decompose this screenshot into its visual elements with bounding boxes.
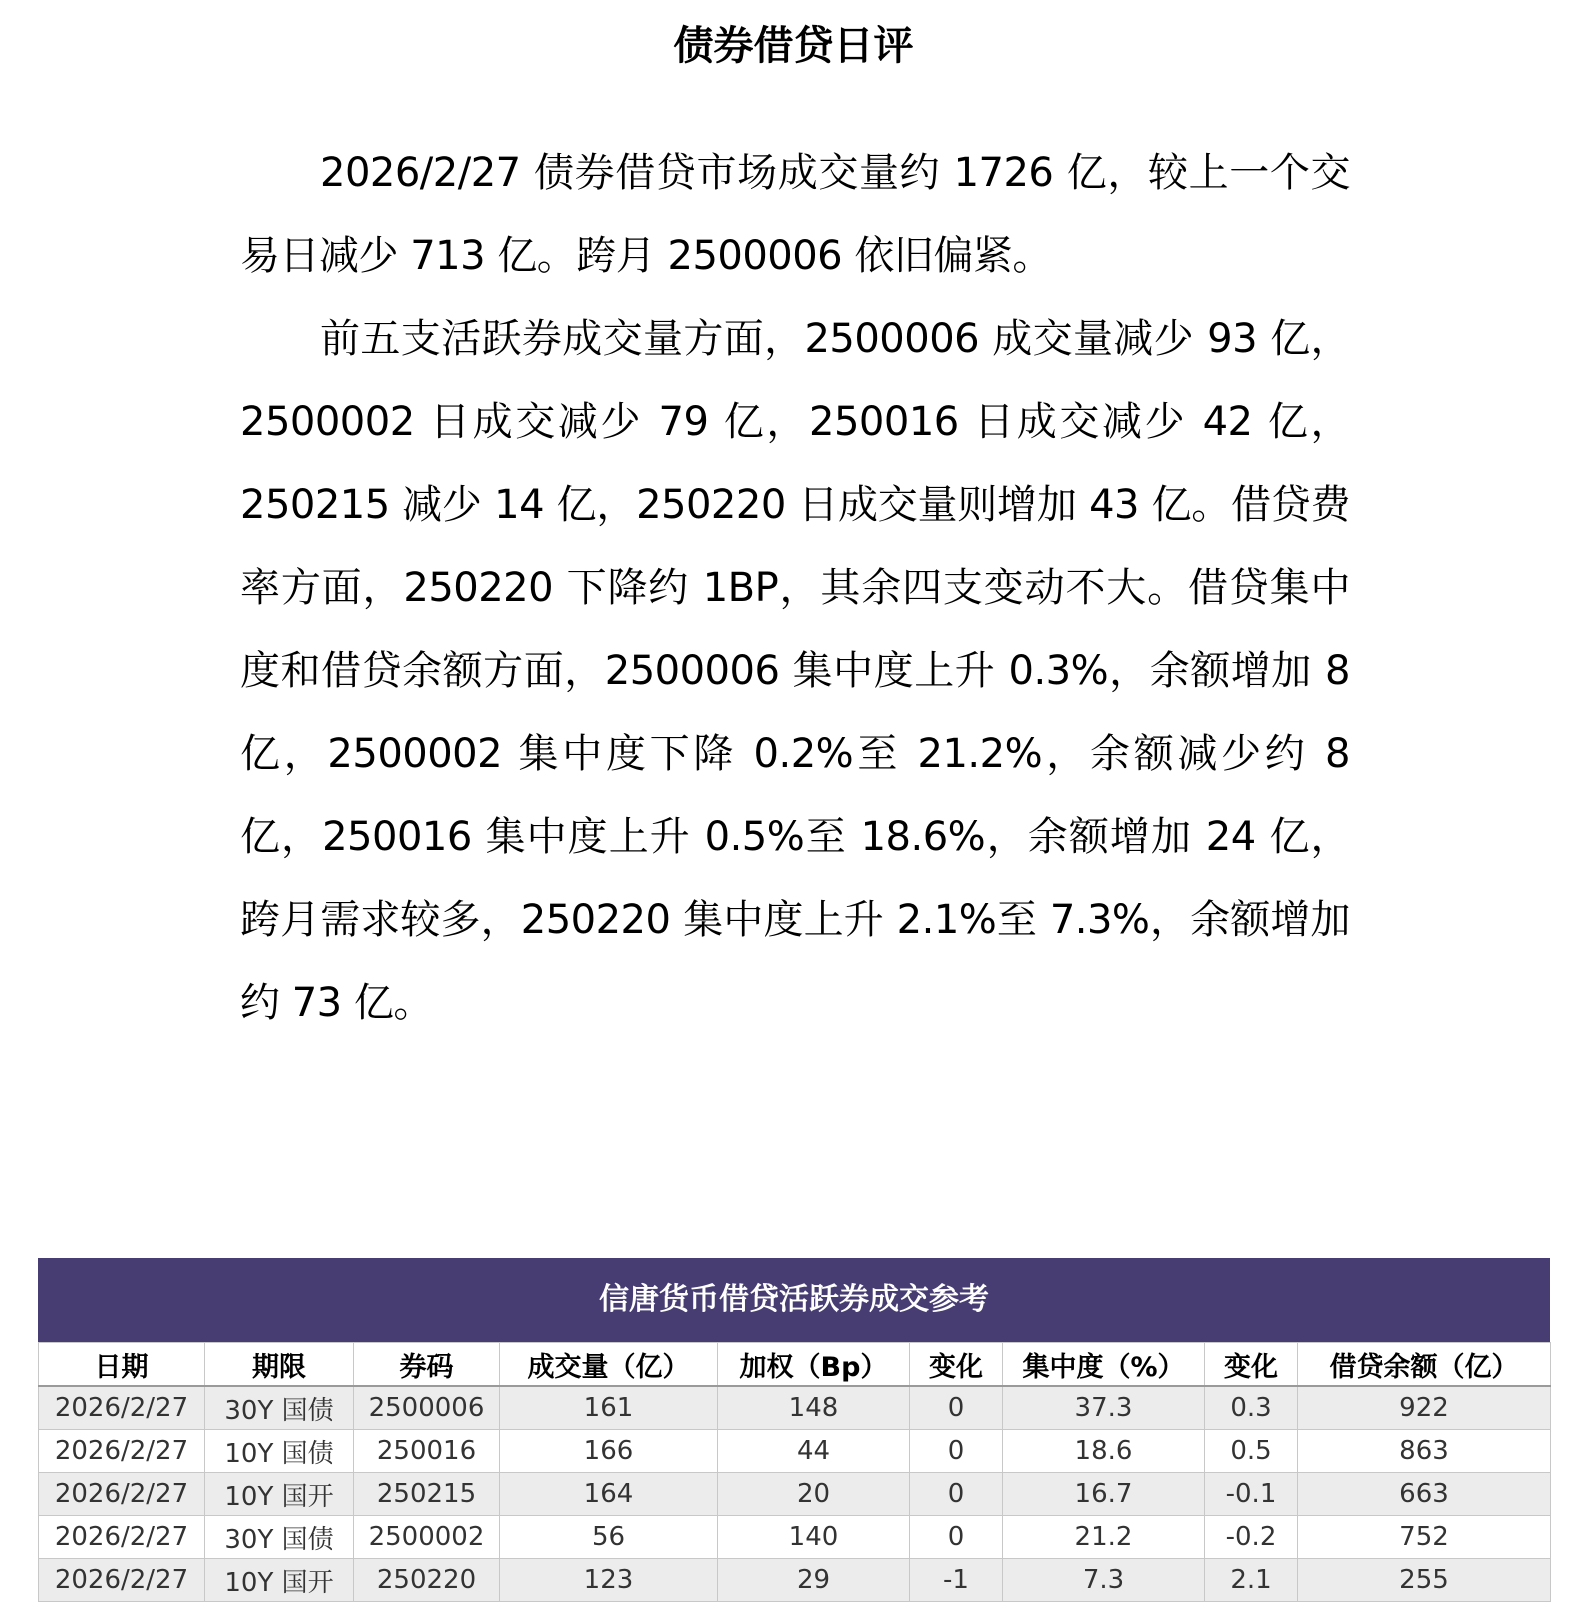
cell-bond-code: 250215 <box>354 1473 500 1516</box>
table-row <box>39 1516 1551 1559</box>
paragraph-details: 前五支活跃券成交量方面，2500006 成交量减少 93 亿，2500002 日成交减少 79 亿，250016 日成交减少 42 亿，250215 减少 14 亿，250220 日成交量则增加 43 亿。借贷费率方面，250220 下降约 1BP，其余四支变动不大。借贷集中度和借贷余额方面，2500006 集中度上升 0.3%，余额增加 8 亿，2500002 集中度下降 0.2%至 21.2%，余额减少约 8 亿，250016 集中度上升 0.5%至 18.6%，余额增加 24 亿，跨月需求较多，250220 集中度上升 2.1%至 7.3%，余额增加约 73 亿。 <box>240 316 1350 1026</box>
cell-tenor: 30Y 国债 <box>205 1386 354 1430</box>
table-title: 信唐货币借贷活跃券成交参考 <box>38 1258 1550 1342</box>
active-bonds-table-section <box>38 1258 1550 1602</box>
cell-rate-change: 0 <box>910 1516 1003 1559</box>
cell-tenor: 10Y 国债 <box>205 1430 354 1473</box>
cell-rate-change: 0 <box>910 1430 1003 1473</box>
cell-weighted-rate: 29 <box>718 1559 910 1602</box>
cell-bond-code: 250220 <box>354 1559 500 1602</box>
cell-volume: 164 <box>500 1473 718 1516</box>
table-row <box>39 1473 1551 1516</box>
cell-lending-balance: 255 <box>1298 1559 1551 1602</box>
cell-bond-code: 2500006 <box>354 1386 500 1430</box>
cell-tenor: 10Y 国开 <box>205 1559 354 1602</box>
cell-concentration: 21.2 <box>1003 1516 1205 1559</box>
column-header-concentration: 集中度（%） <box>1003 1343 1205 1387</box>
column-header-concentration-change: 变化 <box>1205 1343 1298 1387</box>
paragraph-summary: 2026/2/27 债券借贷市场成交量约 1726 亿，较上一个交易日减少 713 亿。跨月 2500006 依旧偏紧。 <box>240 150 1350 279</box>
cell-date: 2026/2/27 <box>39 1430 205 1473</box>
cell-concentration: 16.7 <box>1003 1473 1205 1516</box>
cell-concentration: 18.6 <box>1003 1430 1205 1473</box>
cell-volume: 166 <box>500 1430 718 1473</box>
cell-volume: 123 <box>500 1559 718 1602</box>
commentary-body <box>240 132 1350 1045</box>
cell-lending-balance: 863 <box>1298 1430 1551 1473</box>
active-bonds-table <box>38 1342 1551 1602</box>
cell-concentration-change: -0.2 <box>1205 1516 1298 1559</box>
cell-date: 2026/2/27 <box>39 1516 205 1559</box>
cell-bond-code: 2500002 <box>354 1516 500 1559</box>
cell-rate-change: -1 <box>910 1559 1003 1602</box>
cell-tenor: 30Y 国债 <box>205 1516 354 1559</box>
cell-tenor: 10Y 国开 <box>205 1473 354 1516</box>
column-header-bond-code: 券码 <box>354 1343 500 1387</box>
table-row <box>39 1559 1551 1602</box>
table-header-row <box>39 1343 1551 1387</box>
column-header-tenor: 期限 <box>205 1343 354 1387</box>
cell-concentration-change: 0.3 <box>1205 1386 1298 1430</box>
column-header-rate-change: 变化 <box>910 1343 1003 1387</box>
cell-rate-change: 0 <box>910 1386 1003 1430</box>
cell-rate-change: 0 <box>910 1473 1003 1516</box>
cell-date: 2026/2/27 <box>39 1473 205 1516</box>
cell-weighted-rate: 140 <box>718 1516 910 1559</box>
column-header-lending-balance: 借贷余额（亿） <box>1298 1343 1551 1387</box>
column-header-weighted-rate: 加权（Bp） <box>718 1343 910 1387</box>
cell-volume: 161 <box>500 1386 718 1430</box>
cell-weighted-rate: 20 <box>718 1473 910 1516</box>
table-row <box>39 1386 1551 1430</box>
cell-concentration-change: 0.5 <box>1205 1430 1298 1473</box>
cell-weighted-rate: 148 <box>718 1386 910 1430</box>
cell-lending-balance: 663 <box>1298 1473 1551 1516</box>
cell-lending-balance: 922 <box>1298 1386 1551 1430</box>
cell-concentration: 7.3 <box>1003 1559 1205 1602</box>
cell-lending-balance: 752 <box>1298 1516 1551 1559</box>
cell-concentration-change: 2.1 <box>1205 1559 1298 1602</box>
column-header-volume: 成交量（亿） <box>500 1343 718 1387</box>
cell-concentration-change: -0.1 <box>1205 1473 1298 1516</box>
cell-date: 2026/2/27 <box>39 1386 205 1430</box>
column-header-date: 日期 <box>39 1343 205 1387</box>
table-row <box>39 1430 1551 1473</box>
cell-weighted-rate: 44 <box>718 1430 910 1473</box>
cell-date: 2026/2/27 <box>39 1559 205 1602</box>
cell-bond-code: 250016 <box>354 1430 500 1473</box>
cell-volume: 56 <box>500 1516 718 1559</box>
cell-concentration: 37.3 <box>1003 1386 1205 1430</box>
page-title: 债券借贷日评 <box>673 23 914 69</box>
